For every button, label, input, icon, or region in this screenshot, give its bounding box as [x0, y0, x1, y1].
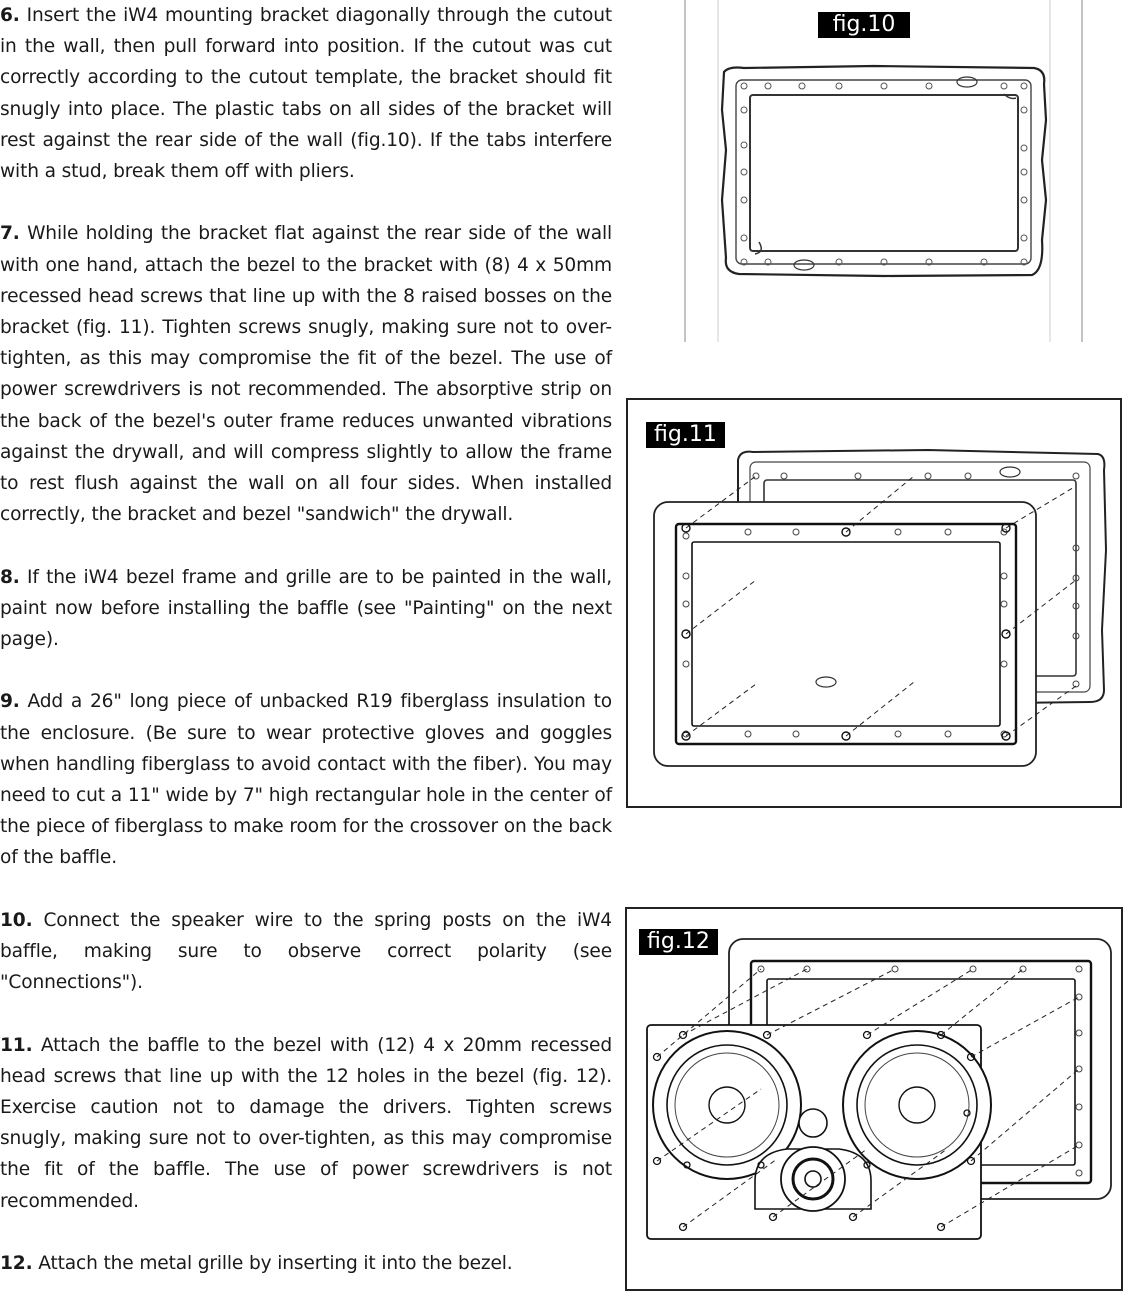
step-text: Insert the iW4 mounting bracket diagonally through the cutout in the wall, then pull forward into position. If the cutout was cut correctly according to the cutout template, the bracket should fit snugly into place. The plastic tabs on all sides of the bracket will rest against the rear side of the wall (fig.10). If the tabs interfere with a stud, break them off with pliers.	[0, 5, 612, 183]
bezel-bracket-assembly-illustration	[628, 400, 1120, 806]
step-number: 9.	[0, 691, 20, 713]
step-text: While holding the bracket flat against the rear side of the wall with one hand, attach the bezel to the bracket with (8) 4 x 50mm recessed head screws that line up with the 8 raised bosses on the bracket (fig. 11). Tighten screws snugly, making sure not to over-tighten, as this may compromise the fit of the bezel. The use of power screwdrivers is not recommended. The absorptive strip on the back of the bezel's outer frame reduces unwanted vibrations against the drywall, and will compress slightly to allow the frame to rest flush against the wall on all four sides. When installed correctly, the bracket and bezel "sandwich" the drywall.	[0, 223, 612, 526]
step-12	[0, 1248, 612, 1279]
step-number: 10.	[0, 909, 33, 931]
step-number: 6.	[0, 5, 20, 26]
step-9	[0, 686, 612, 873]
figure-label: fig.11	[646, 422, 725, 448]
step-10	[0, 905, 612, 999]
figure-10	[684, 0, 1084, 342]
figure-label: fig.10	[818, 12, 910, 38]
step-text: Connect the speaker wire to the spring posts on the iW4 baffle, making sure to observe correct polarity (see "Connections").	[0, 909, 612, 994]
step-number: 8.	[0, 566, 20, 588]
step-number: 12.	[0, 1253, 33, 1275]
bracket-in-wall-illustration	[684, 0, 1084, 342]
step-8	[0, 562, 612, 656]
figure-11	[626, 398, 1122, 808]
step-text: If the iW4 bezel frame and grille are to be painted in the wall, paint now before installing the baffle (see "Painting" on the next page).	[0, 566, 612, 651]
step-7	[0, 218, 612, 530]
step-number: 7.	[0, 223, 20, 245]
baffle-bezel-assembly-illustration	[627, 909, 1121, 1289]
figure-12	[625, 907, 1123, 1291]
step-text: Attach the baffle to the bezel with (12) 4 x 20mm recessed head screws that line up with the 12 holes in the bezel (fig. 12). Exercise caution not to damage the drivers. Tighten screws snugly, making sure not to over-tighten, as this may compromise the fit of the baffle. The use of power screwdrivers is not recommended.	[0, 1034, 612, 1212]
step-number: 11.	[0, 1034, 33, 1056]
figure-label: fig.12	[639, 929, 718, 955]
step-11	[0, 1030, 612, 1217]
step-text: Add a 26" long piece of unbacked R19 fiberglass insulation to the enclosure. (Be sure to wear protective gloves and goggles when handling fiberglass to avoid contact with the fiber). You may need to cut a 11" wide by 7" high rectangular hole in the center of the piece of fiberglass to make room for the crossover on the back of the baffle.	[0, 691, 612, 869]
step-text: Attach the metal grille by inserting it into the bezel.	[32, 1253, 513, 1275]
step-6	[0, 0, 612, 187]
